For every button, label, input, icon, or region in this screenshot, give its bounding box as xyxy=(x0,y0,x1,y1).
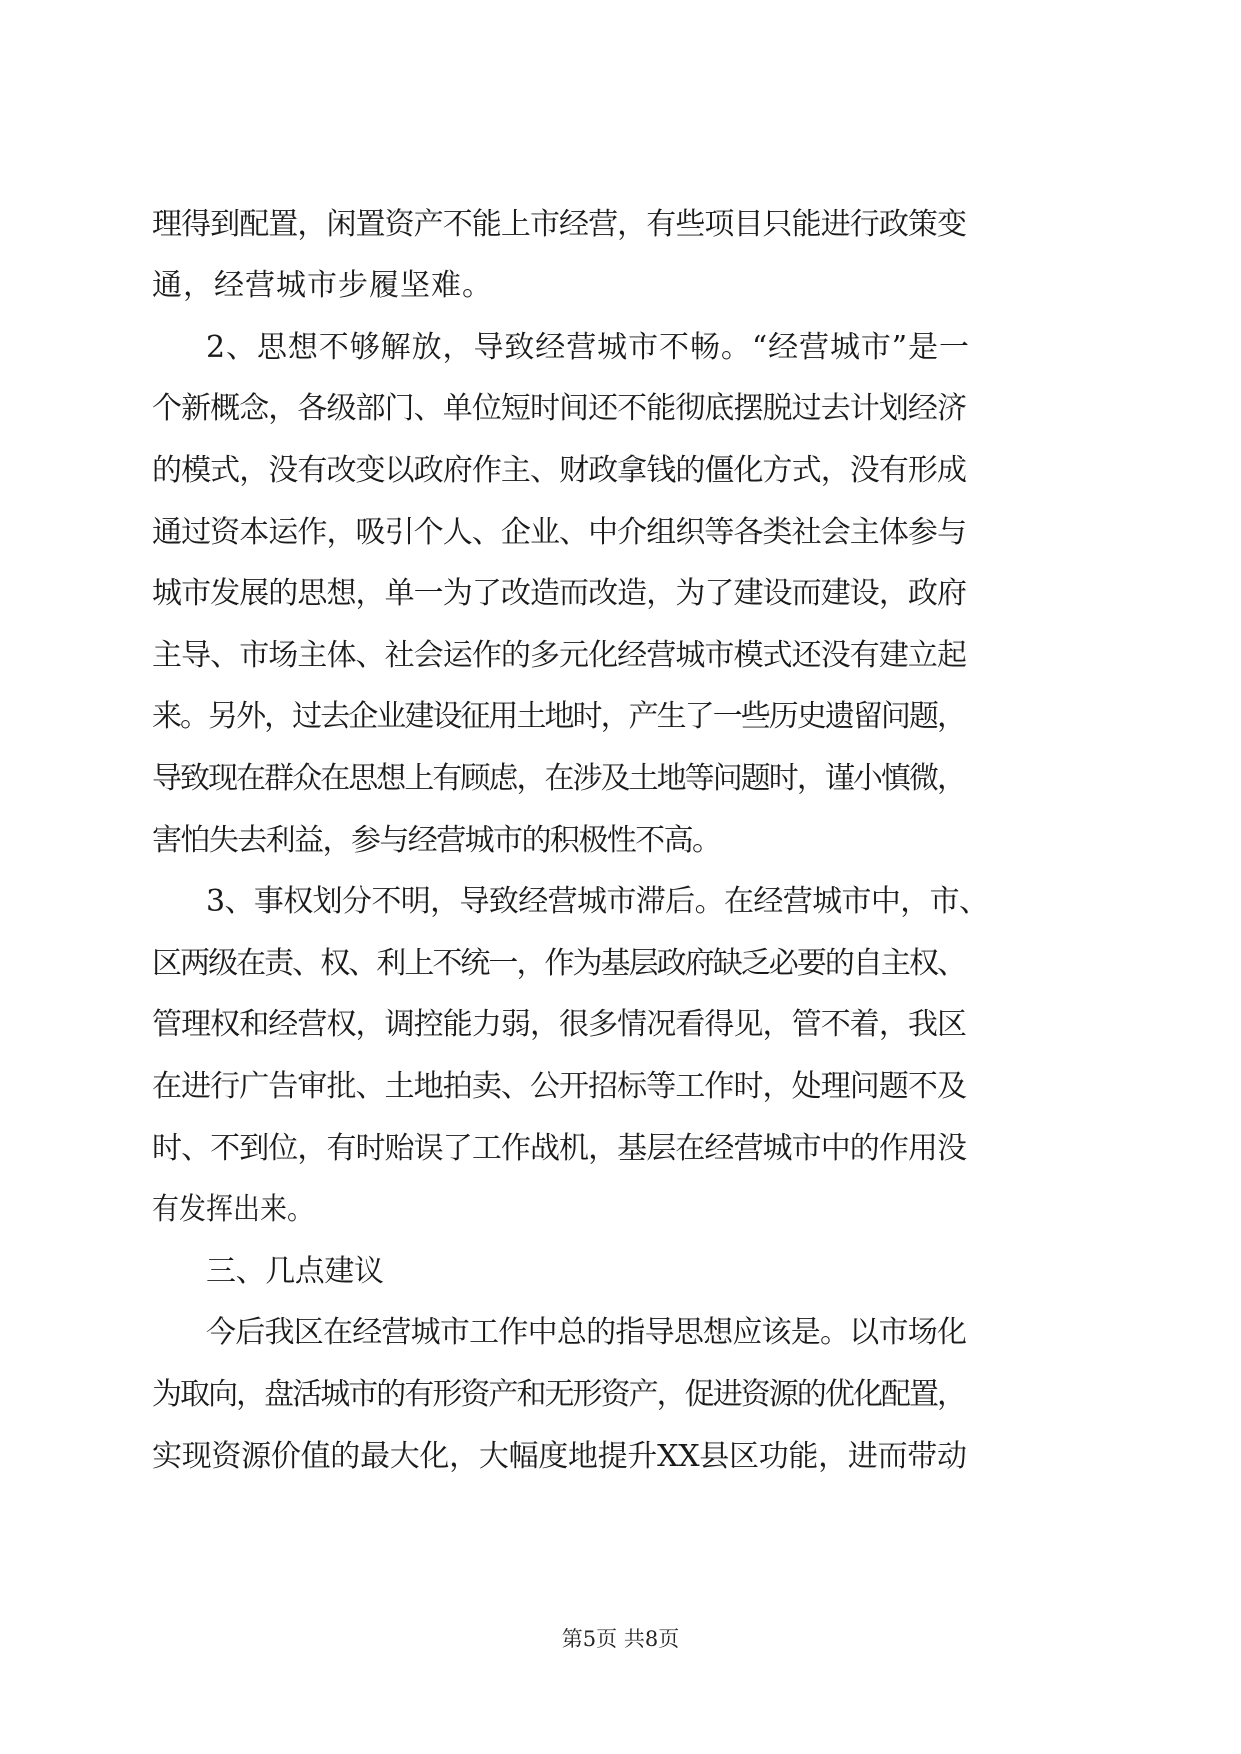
line-text: 管理权和经营权，调控能力弱，很多情况看得见，管不着，我区 xyxy=(152,1007,967,1042)
line-text: 个新概念，各级部门、单位短时间还不能彻底摆脱过去计划经济 xyxy=(152,391,967,426)
line-text: 害怕失去利益，参与经营城市的积极性不高。 xyxy=(152,823,721,858)
line-text: 实现资源价值的最大化，大幅度地提升XX县区功能，进而带动 xyxy=(152,1439,967,1474)
line-text: 今后我区在经营城市工作中总的指导思想应该是。以市场化 xyxy=(206,1315,967,1350)
text-line xyxy=(0,258,1241,314)
text-line xyxy=(0,1367,1241,1423)
line-text: 通过资本运作，吸引个人、企业、中介组织等各类社会主体参与 xyxy=(152,515,967,550)
section-heading xyxy=(0,1244,1241,1300)
line-text: 理得到配置，闲置资产不能上市经营，有些项目只能进行政策变 xyxy=(152,207,967,242)
text-line xyxy=(0,1059,1241,1115)
text-line xyxy=(0,936,1241,992)
page-number-label: 第5页 共8页 xyxy=(561,1627,680,1651)
text-line xyxy=(0,1182,1241,1238)
text-line xyxy=(0,997,1241,1053)
text-line xyxy=(0,1305,1241,1361)
line-text: 区两级在责、权、利上不统一，作为基层政府缺乏必要的自主权、 xyxy=(152,946,966,981)
line-text: 有发挥出来。 xyxy=(152,1192,314,1227)
text-line xyxy=(0,443,1241,499)
line-text: 来。另外，过去企业建设征用土地时，产生了一些历史遗留问题， xyxy=(152,699,966,734)
text-line xyxy=(0,1121,1241,1177)
heading-text: 三、几点建议 xyxy=(206,1254,384,1289)
line-text: 的模式，没有改变以政府作主、财政拿钱的僵化方式，没有形成 xyxy=(152,453,967,488)
line-text: 2、思想不够解放，导致经营城市不畅。“经营城市”是一 xyxy=(206,330,970,365)
line-text: 主导、市场主体、社会运作的多元化经营城市模式还没有建立起 xyxy=(152,638,967,673)
text-line xyxy=(0,874,1241,930)
text-line xyxy=(0,813,1241,869)
text-line xyxy=(0,751,1241,807)
line-text: 时、不到位，有时贻误了工作战机，基层在经营城市中的作用没 xyxy=(152,1131,967,1166)
text-line xyxy=(0,381,1241,437)
text-line xyxy=(0,689,1241,745)
page-footer xyxy=(0,1622,1241,1656)
text-line xyxy=(0,320,1241,376)
line-text: 为取向，盘活城市的有形资产和无形资产，促进资源的优化配置， xyxy=(152,1377,966,1412)
text-line xyxy=(0,566,1241,622)
text-line xyxy=(0,1429,1241,1485)
line-text: 导致现在群众在思想上有顾虑，在涉及土地等问题时，谨小慎微， xyxy=(152,761,966,796)
text-line xyxy=(0,197,1241,253)
text-line xyxy=(0,505,1241,561)
line-text: 通，经营城市步履坚难。 xyxy=(152,268,493,303)
line-text: 3、事权划分不明，导致经营城市滞后。在经营城市中，市、 xyxy=(206,884,989,919)
text-line xyxy=(0,628,1241,684)
line-text: 城市发展的思想，单一为了改造而改造，为了建设而建设，政府 xyxy=(152,576,967,611)
line-text: 在进行广告审批、土地拍卖、公开招标等工作时，处理问题不及 xyxy=(152,1069,967,1104)
